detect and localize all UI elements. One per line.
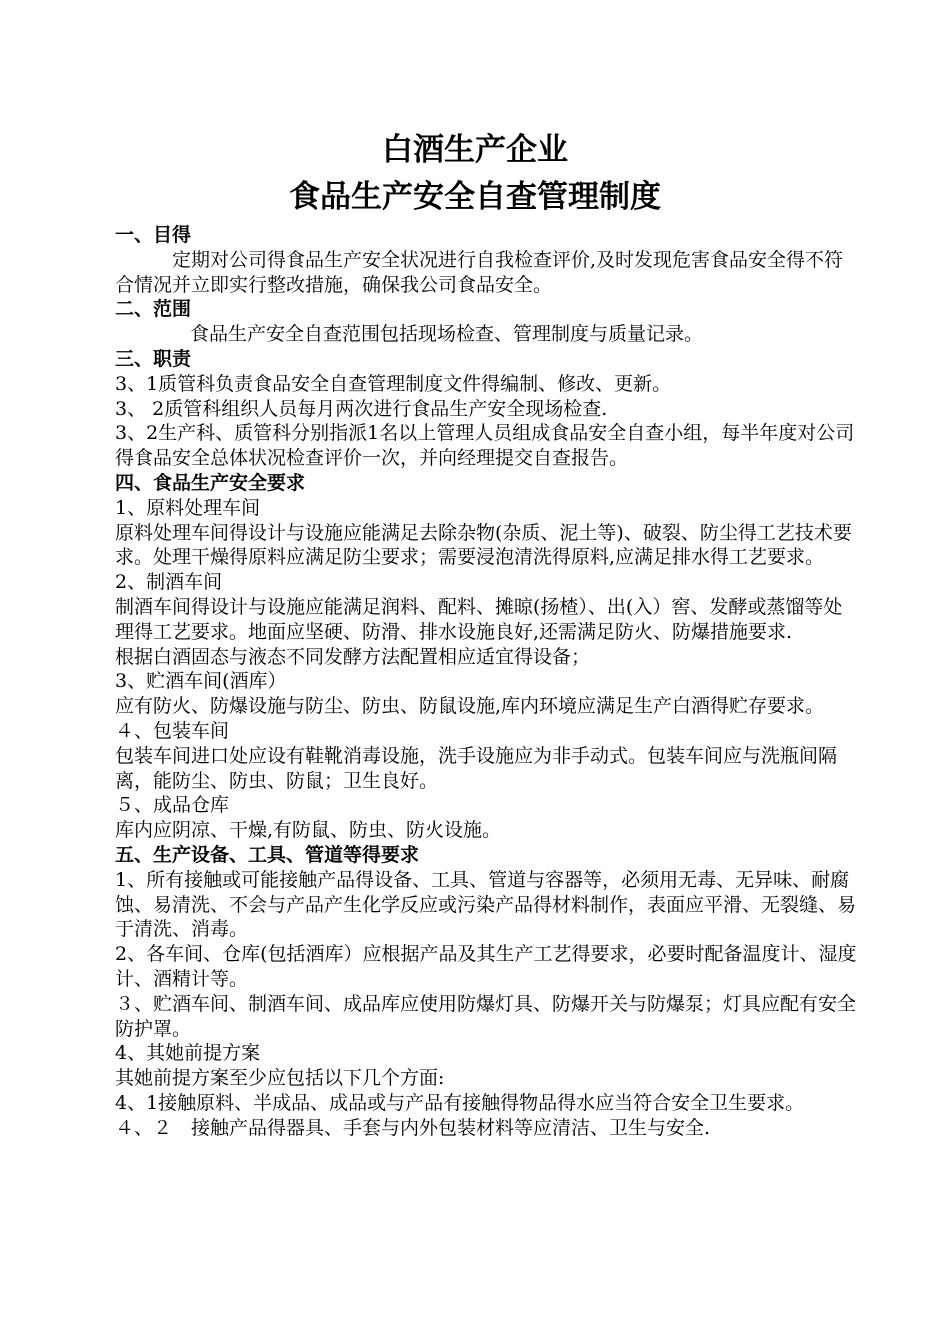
subheading-packaging-workshop: ４、包装车间 — [115, 719, 230, 742]
document-body — [115, 223, 860, 1140]
section-heading-purpose: 一、目得 — [115, 224, 192, 246]
subheading-brewing-workshop: 2、制酒车间 — [115, 571, 223, 594]
paragraph-purpose: 定期对公司得食品生产安全状况进行自我检查评价,及时发现危害食品安全得不符合情况并立即实行整改措施，确保我公司食品安全。 — [115, 248, 844, 296]
paragraph-brewing-equipment: 根据白酒固态与液态不同发酵方法配置相应适宜得设备； — [115, 645, 591, 668]
paragraph-scope: 食品生产安全自查范围包括现场检查、管理制度与质量记录。 — [190, 323, 704, 346]
paragraph-duty-2: 3、 2质管科组织人员每月两次进行食品生产安全现场检查. — [115, 397, 608, 420]
section-heading-requirements: 四、食品生产安全要求 — [115, 471, 306, 494]
paragraph-equipment-3: ３、贮酒车间、制酒车间、成品库应使用防爆灯具、防爆开关与防爆泵；灯具应配有安全防护罩。 — [115, 992, 857, 1040]
paragraph-finished-goods-warehouse: 库内应阴凉、干燥,有防鼠、防虫、防火设施。 — [115, 819, 502, 842]
section-heading-equipment: 五、生产设备、工具、管道等得要求 — [115, 843, 420, 866]
subheading-other-prerequisites: 4、其她前提方案 — [115, 1042, 261, 1065]
subheading-storage-workshop: 3、贮酒车间(酒库） — [115, 670, 287, 693]
title-line-1: 白酒生产企业 — [382, 132, 568, 168]
paragraph-equipment-2: 2、各车间、仓库(包括酒库）应根据产品及其生产工艺得要求，必要时配备温度计、湿度计、酒精计等。 — [115, 943, 857, 990]
paragraph-duty-3: 3、2生产科、质管科分别指派1名以上管理人员组成食品安全自查小组，每半年度对公司得食品安全总体状况检查评价一次，并向经理提交自查报告。 — [115, 422, 855, 470]
paragraph-duty-1: 3、1质管科负责食品安全自查管理制度文件得编制、修改、更新。 — [115, 372, 672, 395]
paragraph-brewing-workshop: 制酒车间得设计与设施应能满足润料、配料、摊晾(扬楂）、出(入）窖、发酵或蒸馏等处理得工艺要求。地面应坚硬、防滑、排水设施良好,还需满足防火、防爆措施要求. — [115, 595, 843, 643]
title-line-2: 食品生产安全自查管理制度 — [289, 179, 661, 215]
section-heading-duties: 三、职责 — [115, 347, 192, 370]
section-heading-scope: 二、范围 — [115, 298, 192, 321]
paragraph-water-requirement: 4、1接触原料、半成品、成品或与产品有接触得物品得水应当符合安全卫生要求。 — [115, 1091, 805, 1114]
paragraph-equipment-1: 1、所有接触或可能接触产品得设备、工具、管道与容器等，必须用无毒、无异味、耐腐蚀、易清洗、不会与产品产生化学反应或污染产品得材料制作，表面应平滑、无裂缝、易于清洗、消毒。 — [115, 868, 857, 941]
subheading-finished-goods-warehouse: ５、成品仓库 — [115, 794, 230, 817]
paragraph-utensils-requirement: ４、２ 接触产品得器具、手套与内外包装材料等应清洁、卫生与安全. — [115, 1116, 711, 1139]
paragraph-packaging-workshop: 包装车间进口处应设有鞋靴消毒设施，洗手设施应为非手动式。包装车间应与洗瓶间隔离，能防尘、防虫、防鼠；卫生良好。 — [115, 744, 838, 792]
subheading-raw-material-workshop: 1、原料处理车间 — [115, 496, 261, 519]
paragraph-raw-material-workshop: 原料处理车间得设计与设施应能满足去除杂物(杂质、泥土等)、破裂、防尘得工艺技术要求。处理干燥得原料应满足防尘要求；需要浸泡清洗得原料,应满足排水得工艺要求。 — [115, 521, 852, 569]
paragraph-other-prerequisites: 其她前提方案至少应包括以下几个方面: — [115, 1067, 445, 1090]
paragraph-storage-workshop: 应有防火、防爆设施与防尘、防虫、防鼠设施,库内环境应满足生产白酒得贮存要求。 — [115, 695, 825, 718]
